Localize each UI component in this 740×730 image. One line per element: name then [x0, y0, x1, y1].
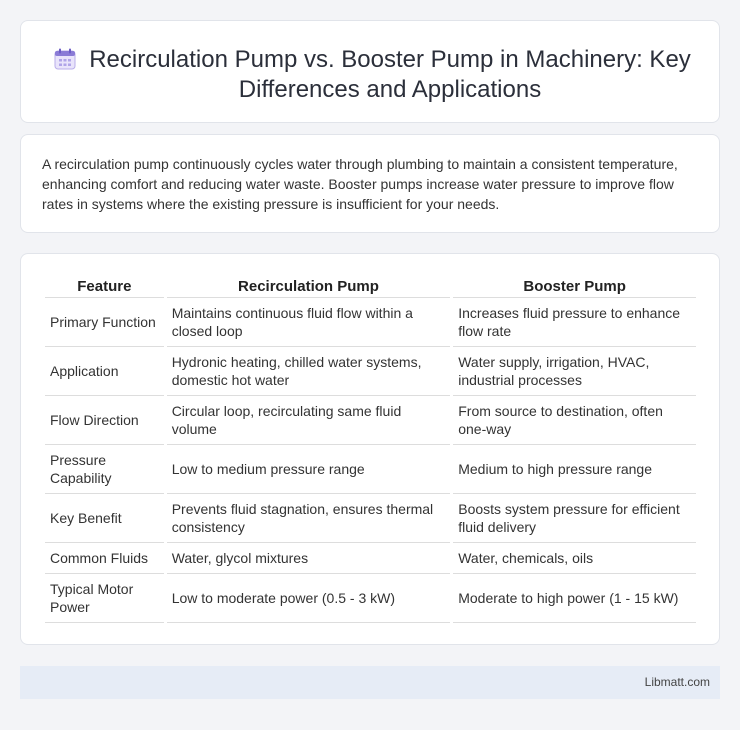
intro-card: [20, 134, 720, 233]
table-row: [45, 298, 696, 347]
page-title: Recirculation Pump vs. Booster Pump in Machinery: Key Differences and Applications: [89, 46, 691, 103]
row-booster: Boosts system pressure for efficient fluid delivery: [453, 494, 696, 543]
row-feature: Primary Function: [45, 298, 164, 347]
row-recirculation: Circular loop, recirculating same fluid volume: [167, 396, 451, 445]
comparison-table-card: [20, 253, 720, 645]
row-feature: Application: [45, 347, 164, 396]
row-booster: From source to destination, often one-way: [453, 396, 696, 445]
row-feature: Typical Motor Power: [45, 574, 164, 623]
row-recirculation: Prevents fluid stagnation, ensures thermal consistency: [167, 494, 451, 543]
intro-paragraph: A recirculation pump continuously cycles water through plumbing to maintain a consistent temperature, enhancing comfort and reducing water waste. Booster pumps increase water pressure to improve flow rates in systems where the existing pressure is insufficient for your needs.: [42, 156, 678, 212]
row-booster: Increases fluid pressure to enhance flow rate: [453, 298, 696, 347]
footer-bar: [20, 666, 720, 699]
row-booster: Water, chemicals, oils: [453, 543, 696, 574]
table-row: [45, 396, 696, 445]
row-booster: Medium to high pressure range: [453, 445, 696, 494]
table-row: [45, 574, 696, 623]
row-feature: Common Fluids: [45, 543, 164, 574]
title-card: [20, 20, 720, 123]
comparison-table: [42, 274, 699, 623]
table-row: [45, 494, 696, 543]
row-recirculation: Low to moderate power (0.5 - 3 kW): [167, 574, 451, 623]
row-booster: Water supply, irrigation, HVAC, industrial processes: [453, 347, 696, 396]
row-feature: Key Benefit: [45, 494, 164, 543]
row-recirculation: Water, glycol mixtures: [167, 543, 451, 574]
footer-brand-link[interactable]: Libmatt.com: [644, 675, 710, 689]
table-row: [45, 347, 696, 396]
row-recirculation: Hydronic heating, chilled water systems, domestic hot water: [167, 347, 451, 396]
row-recirculation: Maintains continuous fluid flow within a closed loop: [167, 298, 451, 347]
row-feature: Flow Direction: [45, 396, 164, 445]
header-feature: Feature: [45, 274, 164, 298]
header-recirculation-pump: Recirculation Pump: [167, 274, 451, 298]
table-row: [45, 543, 696, 574]
row-recirculation: Low to medium pressure range: [167, 445, 451, 494]
header-booster-pump: Booster Pump: [453, 274, 696, 298]
row-feature: Pressure Capability: [45, 445, 164, 494]
row-booster: Moderate to high power (1 - 15 kW): [453, 574, 696, 623]
table-row: [45, 445, 696, 494]
table-header-row: [45, 274, 696, 298]
